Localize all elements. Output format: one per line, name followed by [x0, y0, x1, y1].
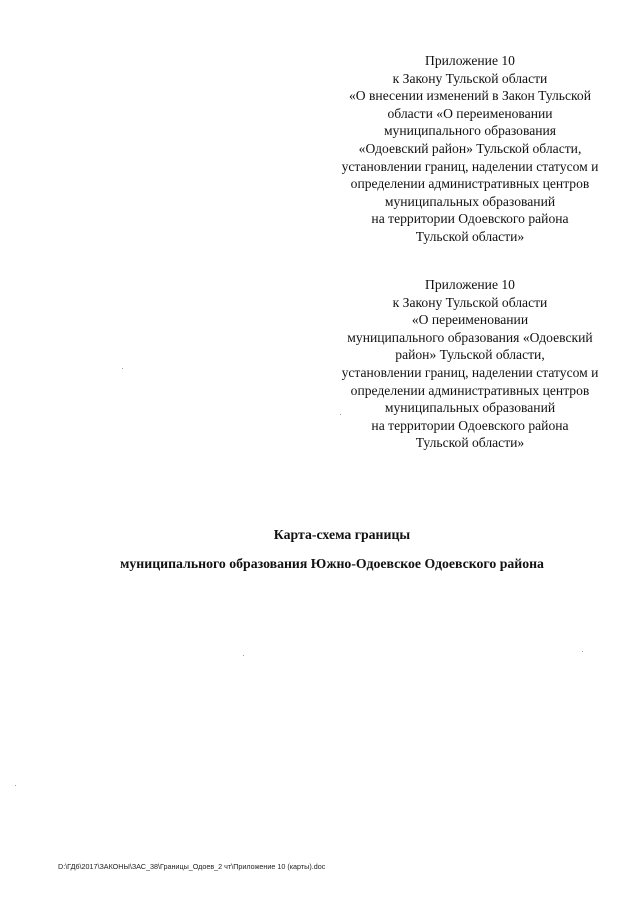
- scan-speck: [122, 368, 123, 369]
- appendix-current-line: на территории Одоевского района: [371, 211, 569, 227]
- appendix-previous-line: на территории Одоевского района: [371, 417, 569, 433]
- appendix-previous-line: «О переименовании: [411, 312, 529, 328]
- appendix-current-line: муниципальных образований: [384, 193, 556, 209]
- appendix-previous-block: [318, 276, 622, 452]
- scan-speck: [582, 651, 583, 652]
- appendix-previous-line: муниципального образования «Одоевский: [347, 329, 593, 345]
- scan-speck: [340, 414, 341, 415]
- appendix-current-line: установлении границ, наделении статусом и: [341, 158, 599, 174]
- appendix-previous-line: определении административных центров: [350, 382, 590, 398]
- appendix-previous-line: район» Тульской области,: [395, 347, 545, 363]
- appendix-previous-line: Тульской области»: [415, 435, 525, 451]
- appendix-current-line: Тульской области»: [415, 228, 525, 244]
- appendix-current-line: «О внесении изменений в Закон Тульской: [348, 88, 592, 104]
- appendix-previous-line: установлении границ, наделении статусом и: [341, 364, 599, 380]
- appendix-current-line: Приложение 10: [425, 53, 515, 68]
- appendix-current-line: «Одоевский район» Тульской области,: [358, 140, 582, 156]
- municipality-title: муниципального образования Южно-Одоевское Одоевского района: [120, 556, 544, 571]
- appendix-previous-line: Приложение 10: [425, 277, 515, 292]
- appendix-current-line: определении административных центров: [350, 176, 590, 192]
- appendix-current-line: области «О переименовании: [387, 105, 553, 121]
- appendix-previous-line: к Закону Тульской области: [392, 294, 548, 310]
- appendix-current-line: к Закону Тульской области: [392, 70, 548, 86]
- appendix-previous-line: муниципальных образований: [384, 400, 556, 416]
- appendix-current-block: [318, 52, 622, 246]
- appendix-current-line: муниципального образования: [383, 123, 557, 139]
- scan-speck: [15, 785, 16, 786]
- scan-speck: [243, 655, 244, 656]
- map-scheme-title: Карта-схема границы: [273, 527, 411, 542]
- file-path-footer: D:\ГД6\2017\ЗАКОНЫ\ЗАС_38\Границы_Одоев_2 чт\Приложение 10 (карты).doc: [58, 862, 326, 871]
